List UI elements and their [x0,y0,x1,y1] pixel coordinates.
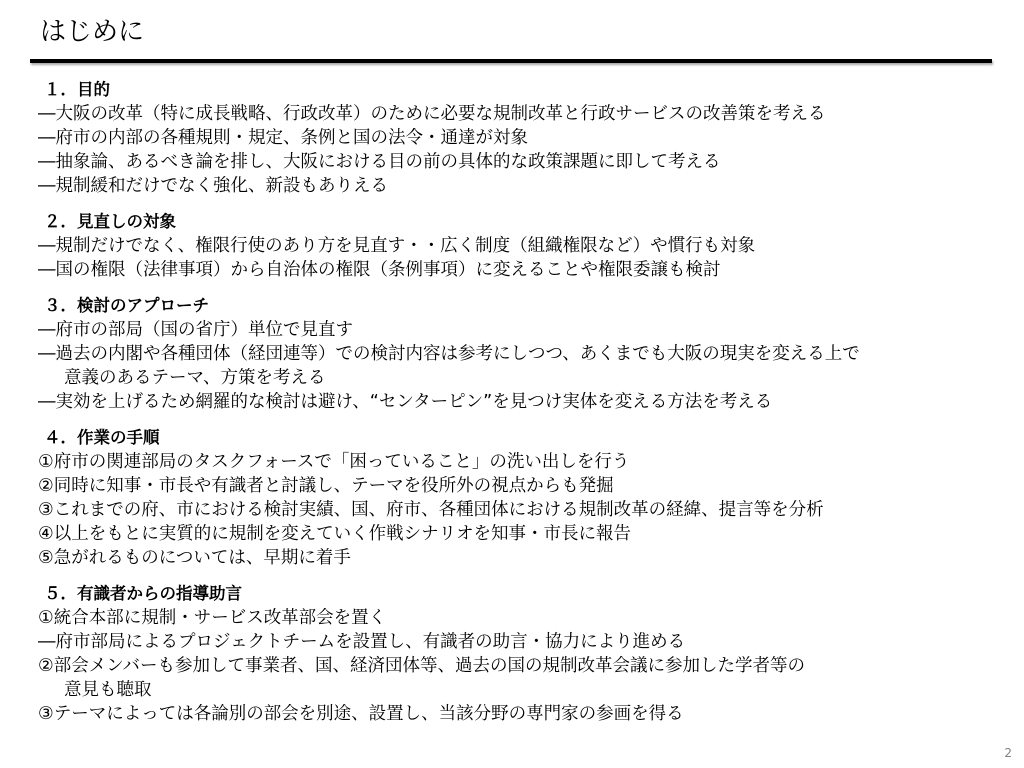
bullet-line: ―府市の部局（国の省庁）単位で見直す [38,320,353,340]
bullet-line: ―抽象論、あるべき論を排し、大阪における目の前の具体的な政策課題に即して考える [38,152,721,172]
bullet-line: ―過去の内閣や各種団体（経団連等）での検討内容は参考にしつつ、あくまでも大阪の現実を変える上で [38,344,860,364]
section-purpose [38,78,998,198]
bullet-line-continuation: 意義のあるテーマ、方策を考える [64,368,326,388]
bullet-line: ―国の権限（法律事項）から自治体の権限（条例事項）に変えることや権限委譲も検討 [38,260,721,280]
bullet-line: ―府市の内部の各種規則・規定、条例と国の法令・通達が対象 [38,128,528,148]
numbered-line: ①府市の関連部局のタスクフォースで「困っていること」の洗い出しを行う [38,452,630,472]
bullet-line: ―実効を上げるため網羅的な検討は避け、“センターピン”を見つけ実体を変える方法を考える [38,392,773,412]
section-review-target [38,210,998,282]
slide-title: はじめに [40,17,145,47]
bullet-line-continuation: 意見も聴取 [64,680,152,700]
numbered-line: ②同時に知事・市長や有識者と討議し、テーマを役所外の視点からも発掘 [38,476,614,496]
numbered-line: ②部会メンバーも参加して事業者、国、経済団体等、過去の国の規制改革会議に参加した学者等の [38,656,805,676]
numbered-line: ④以上をもとに実質的に規制を変えていく作戦シナリオを知事・市長に報告 [38,524,632,544]
section-heading: ２．見直しの対象 [44,212,176,231]
section-approach [38,294,998,414]
bullet-line: ―府市部局によるプロジェクトチームを設置し、有識者の助言・協力により進める [38,632,686,652]
section-heading: ５．有識者からの指導助言 [44,584,242,603]
slide-body [38,78,998,738]
section-heading: ３．検討のアプローチ [44,296,209,315]
section-heading: ４．作業の手順 [44,428,160,447]
bullet-line: ―規制緩和だけでなく強化、新設もありえる [38,176,388,196]
section-work-procedure [38,426,998,570]
section-expert-guidance [38,582,998,726]
page-number: 2 [1004,746,1012,760]
numbered-line: ③テーマによっては各論別の部会を別途、設置し、当該分野の専門家の参画を得る [38,704,684,724]
numbered-line: ③これまでの府、市における検討実績、国、府市、各種団体における規制改革の経緯、提言等を分析 [38,500,824,520]
numbered-line: ⑤急がれるものについては、早期に着手 [38,548,351,568]
numbered-line: ①統合本部に規制・サービス改革部会を置く [38,608,387,628]
section-heading: １．目的 [44,80,110,99]
bullet-line: ―大阪の改革（特に成長戦略、行政改革）のために必要な規制改革と行政サービスの改善策を考える [38,104,826,124]
bullet-line: ―規制だけでなく、権限行使のあり方を見直す・・広く制度（組織権限など）や慣行も対象 [38,236,756,256]
title-underline [30,59,992,63]
